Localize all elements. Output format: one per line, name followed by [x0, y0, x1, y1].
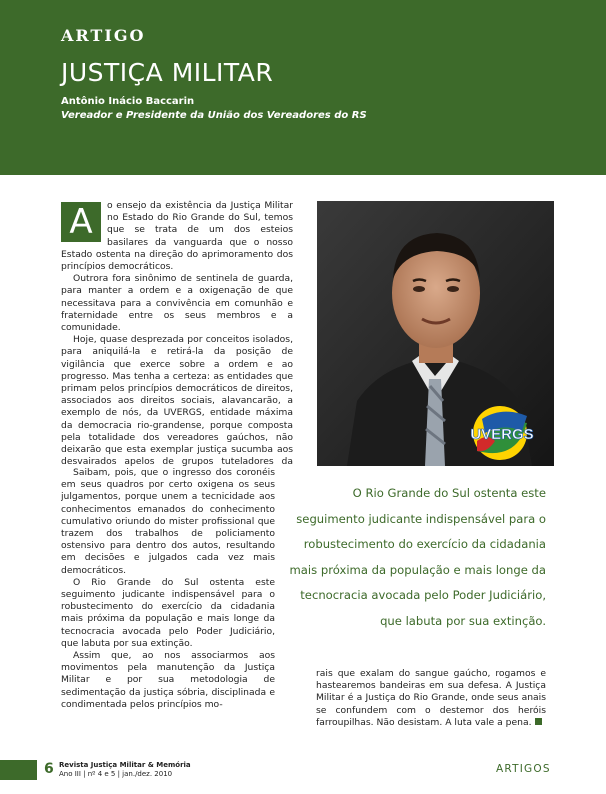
pull-quote-line-4: mais próxima da população e mais longe da — [289, 562, 546, 577]
article-title: JUSTIÇA MILITAR — [61, 58, 274, 87]
section-label: ARTIGO — [61, 26, 146, 45]
author-name: Antônio Inácio Baccarin — [61, 96, 195, 107]
author-photo — [317, 201, 554, 466]
page-number: 6 — [44, 761, 54, 777]
paragraph-7-text: rais que exalam do sangue gaúcho, rogamos e hastearemos bandeiras em sua defesa. A Justiça Militar é a Justiça do Rio Grande, onde seus anais se confundem com o destemor dos heróis farroupilhas. Não desistam. A luta vale a pena. — [316, 668, 546, 728]
article-header — [0, 0, 606, 175]
issue-info: Ano III | nº 4 e 5 | jan./dez. 2010 — [59, 770, 173, 778]
paragraph-5: O Rio Grande do Sul ostenta este seguimento judicante indispensável para o robustecimento do exercício da cidadania mais próxima da população e mais longe da tecnocracia avocada pelo Poder Judiciário, que labuta por sua extinção. — [61, 576, 275, 649]
pull-quote-line-1: O Rio Grande do Sul ostenta este — [352, 486, 546, 500]
article-column-left-bottom — [61, 467, 275, 750]
logo-text: UVERGS — [470, 426, 534, 443]
drop-cap: A — [61, 202, 101, 242]
paragraph-3: Hoje, quase desprezada por conceitos isolados, para aniquilá-la e retirá-la da posição de vigilância que exerce sobre a ordem e ao progresso. Mas tenha a certeza: as entidades que primam pelos princípios democráticos de direitos, associados aos direitos sociais, alavancarão, a exemplo de nós, da UVERGS, entidade máxima da democracia rio-grandense, porque composta pela totalidade dos vereadores gaúchos, não deixarão que esta exemplar justiça sucumba aos desvairados apelos de grupos tuteladores da — [61, 334, 293, 467]
paragraph-4: Saibam, pois, que o ingresso dos coronéis em seus quadros por certo oxigena os seus julgamentos, porque unem a tecnicidade aos conhecimentos emanados do conhecimento cumulativo oriundo do mister profissional que trazem dos trabalhos de policiamento ostensivo para dentro dos autos, resultando em decisões e julgados cada vez mais democráticos. — [61, 467, 275, 576]
paragraph-1: o ensejo da existência da Justiça Militar no Estado do Rio Grande do Sul, temos que se trata de um dos esteios basilares da vanguarda que o nosso Estado ostenta na direção do aprimoramento dos princípios democráticos. — [61, 200, 293, 273]
article-column-right — [316, 668, 546, 748]
footer-section-label: ARTIGOS — [496, 763, 551, 775]
article-column-left-top — [61, 200, 293, 467]
magazine-name: Revista Justiça Militar & Memória — [59, 761, 191, 769]
pull-quote-line-5: tecnocracia avocada pelo Poder Judiciário, — [300, 588, 546, 602]
footer-accent-bar — [0, 760, 37, 780]
pull-quote-line-6: que labuta por sua extinção. — [380, 613, 546, 628]
author-role: Vereador e Presidente da União dos Vereadores do RS — [61, 110, 367, 121]
pull-quote-line-2: seguimento judicante indispensável para o — [296, 511, 546, 526]
paragraph-2: Outrora fora sinônimo de sentinela de guarda, para manter a ordem e a oxigenação de que necessitava para a convivência em comunhão e fraternidade entre os seus membros e a comunidade. — [61, 273, 293, 334]
pull-quote — [280, 481, 546, 634]
paragraph-7 — [316, 668, 546, 729]
pull-quote-line-3: robustecimento do exercício da cidadania — [303, 537, 546, 551]
paragraph-6: Assim que, ao nos associarmos aos movimentos pela manutenção da Justiça Militar e por sua metodologia de sedimentação da justiça sóbria, disciplinada e condimentada pelos princípios mo- — [61, 650, 275, 710]
portrait-illustration — [317, 201, 554, 466]
end-of-article-mark — [535, 718, 542, 725]
